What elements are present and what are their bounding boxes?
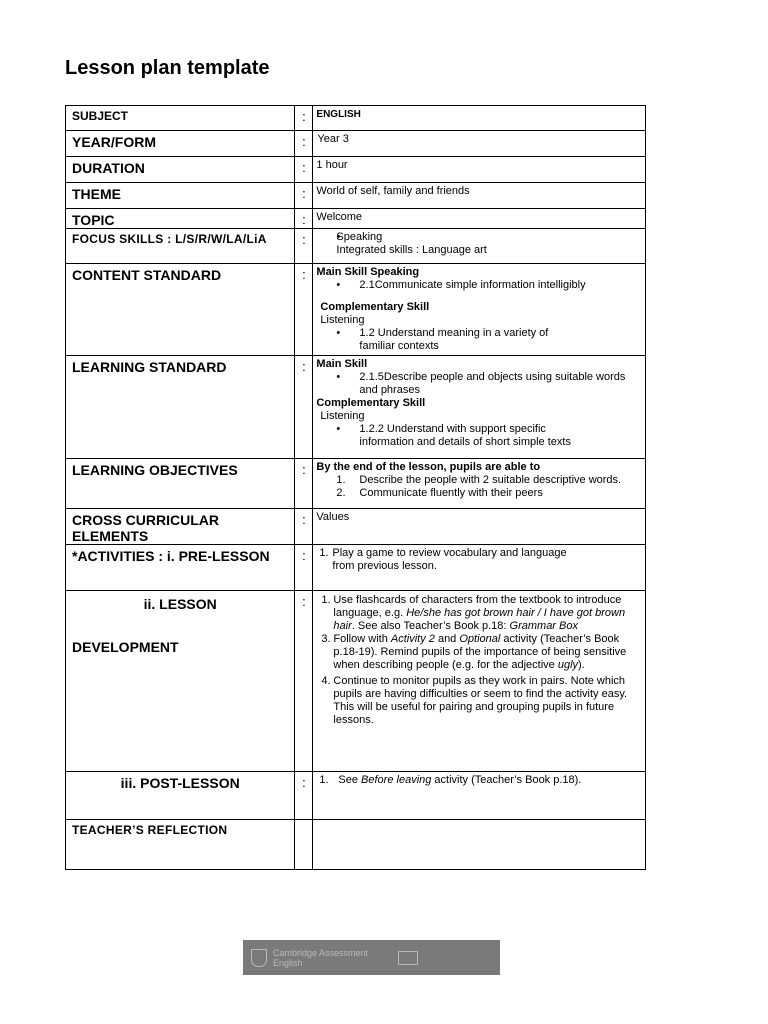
focus-line: Integrated skills : Language art <box>336 244 487 256</box>
cambridge-shield-icon <box>251 949 267 967</box>
theme-label: THEME <box>66 183 295 209</box>
topic-label: TOPIC <box>66 209 295 229</box>
partner-crest-icon <box>398 951 418 965</box>
colon: : <box>295 545 313 591</box>
content-comp-heading: Complementary Skill <box>320 301 430 313</box>
list-item: 1. See Before leaving activity (Teacher’s Book p.18). <box>319 774 582 786</box>
list-item: • 1.2 Understand meaning in a variety of familiar contexts <box>316 327 642 353</box>
colon: : <box>295 356 313 459</box>
row-duration <box>66 157 646 183</box>
content-main-heading: Main Skill Speaking <box>316 266 420 278</box>
row-topic <box>66 209 646 229</box>
learning-comp-heading: Complementary Skill <box>316 397 426 409</box>
colon: : <box>295 459 313 509</box>
colon: : <box>295 183 313 209</box>
list-item: 3. Follow with Activity 2 and Optional activity (Teacher’s Book p.18-19). Remind pupils of the importance of being sensitive when describing people (e.g. for the adjective ugly). <box>321 633 627 671</box>
learning-main-heading: Main Skill <box>316 358 368 370</box>
learning-value <box>313 356 646 459</box>
pre-lesson-label: *ACTIVITIES : i. PRE-LESSON <box>66 545 295 591</box>
duration-value: 1 hour <box>313 157 646 183</box>
reflection-label: TEACHER’S REFLECTION <box>66 820 295 870</box>
list-item: • Speaking <box>316 231 642 244</box>
colon: : <box>295 157 313 183</box>
row-lesson-development <box>66 591 646 772</box>
content-value <box>313 264 646 356</box>
topic-value: Welcome <box>313 209 646 229</box>
footer-logo-banner <box>243 940 500 975</box>
learning-comp-sub: Listening <box>320 410 365 422</box>
list-item: 1. Play a game to review vocabulary and language from previous lesson. <box>319 547 567 572</box>
lesson-label-line1: ii. LESSON <box>143 596 217 612</box>
row-year <box>66 131 646 157</box>
colon: : <box>295 229 313 264</box>
cross-value: Values <box>313 509 646 545</box>
page-title: Lesson plan template <box>65 57 270 79</box>
list-item: 4. Continue to monitor pupils as they work in pairs. Note which pupils are having difficulties or seem to find the activity easy. This will be useful for pairing and grouping pupils in future lessons. <box>321 675 628 726</box>
objectives-value <box>313 459 646 509</box>
row-learning-standard <box>66 356 646 459</box>
list-item: • 1.2.2 Understand with support specific information and details of short simple texts <box>316 423 642 449</box>
focus-value <box>313 229 646 264</box>
row-subject <box>66 106 646 131</box>
colon: : <box>295 131 313 157</box>
objectives-intro: By the end of the lesson, pupils are able to <box>316 461 541 473</box>
row-content-standard <box>66 264 646 356</box>
colon: : <box>295 106 313 131</box>
list-item: 2. Communicate fluently with their peers <box>336 487 543 499</box>
learning-label: LEARNING STANDARD <box>66 356 295 459</box>
row-theme <box>66 183 646 209</box>
year-label: YEAR/FORM <box>66 131 295 157</box>
row-focus-skills <box>66 229 646 264</box>
focus-label: FOCUS SKILLS : L/S/R/W/LA/LiA <box>66 229 295 264</box>
objectives-label: LEARNING OBJECTIVES <box>66 459 295 509</box>
colon: : <box>295 591 313 772</box>
list-item: • 2.1.5Describe people and objects using suitable words and phrases <box>316 371 642 397</box>
subject-label: SUBJECT <box>66 106 295 131</box>
list-item: 1. Describe the people with 2 suitable descriptive words. <box>336 474 622 486</box>
colon: : <box>295 772 313 820</box>
content-comp-sub: Listening <box>320 314 365 326</box>
subject-value: ENGLISH <box>313 106 646 131</box>
lesson-label <box>66 591 295 772</box>
footer-org-text: Cambridge Assessment English <box>273 947 369 968</box>
row-cross-curricular <box>66 509 646 545</box>
lesson-label-line2: DEVELOPMENT <box>72 639 179 655</box>
theme-value: World of self, family and friends <box>313 183 646 209</box>
row-pre-lesson <box>66 545 646 591</box>
row-teachers-reflection <box>66 820 646 870</box>
reflection-colon-cell <box>295 820 313 870</box>
lesson-plan-table <box>65 105 646 870</box>
reflection-value[interactable] <box>313 820 646 870</box>
cross-label: CROSS CURRICULAR ELEMENTS <box>66 509 295 545</box>
colon: : <box>295 209 313 229</box>
post-lesson-label: iii. POST-LESSON <box>66 772 295 820</box>
list-item: 1. Use flashcards of characters from the textbook to introduce language, e.g. He/she has got brown hair / I have got brown hair. See also Teacher’s Book p.18: Grammar Box <box>321 594 626 632</box>
post-lesson-value <box>313 772 646 820</box>
lesson-value <box>313 591 646 772</box>
pre-lesson-value <box>313 545 646 591</box>
content-label: CONTENT STANDARD <box>66 264 295 356</box>
list-item: • 2.1Communicate simple information intelligibly <box>316 279 642 292</box>
year-value: Year 3 <box>313 131 646 157</box>
row-learning-objectives <box>66 459 646 509</box>
colon: : <box>295 509 313 545</box>
colon: : <box>295 264 313 356</box>
row-post-lesson <box>66 772 646 820</box>
duration-label: DURATION <box>66 157 295 183</box>
